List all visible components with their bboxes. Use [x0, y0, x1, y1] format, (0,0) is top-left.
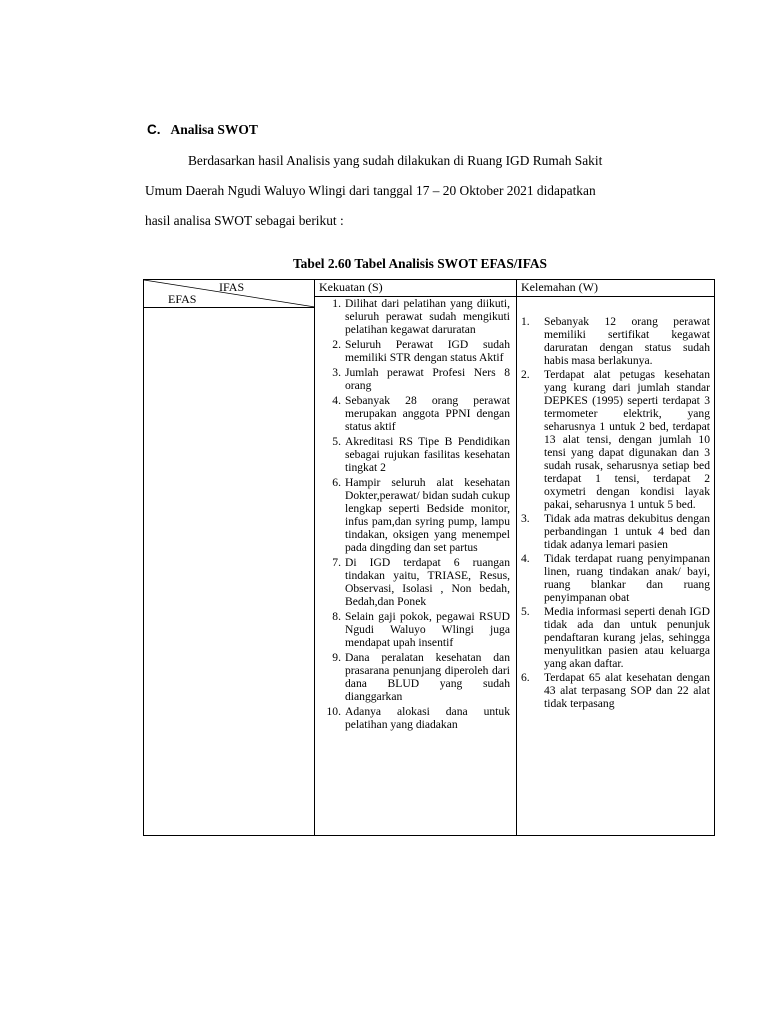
corner-label-ifas: IFAS	[219, 280, 245, 294]
strength-item	[332, 651, 510, 703]
strength-item-text: Seluruh Perawat IGD sudah memiliki STR dengan status Aktif	[345, 338, 510, 364]
strength-item-text: Sebanyak 28 orang perawat merupakan anggota PPNI dengan status aktif	[345, 394, 510, 433]
weakness-item	[521, 605, 710, 670]
weakness-item-number: 2.	[521, 368, 530, 381]
strength-item	[332, 394, 510, 433]
strength-item-text: Akreditasi RS Tipe B Pendidikan sebagai rujukan fasilitas kesehatan tingkat 2	[345, 435, 510, 474]
section-heading	[147, 122, 258, 138]
strength-item-number: 1.	[332, 297, 341, 310]
strength-item-number: 4.	[332, 394, 341, 407]
strengths-cell	[315, 297, 517, 836]
strength-item-text: Jumlah perawat Profesi Ners 8 orang	[345, 366, 510, 392]
table-caption: Tabel 2.60 Tabel Analisis SWOT EFAS/IFAS	[292, 256, 547, 271]
strength-item-number: 2.	[332, 338, 341, 351]
weakness-item	[521, 512, 710, 551]
weakness-item-text: Tidak ada matras dekubitus dengan perbandingan 1 untuk 4 bed dan tidak adanya lemari pasien	[544, 512, 710, 551]
strength-item-text: Di IGD terdapat 6 ruangan tindakan yaitu, TRIASE, Resus, Observasi, Isolasi , Non bedah, Bedah,dan Ponek	[345, 556, 510, 608]
paragraph-line-3: hasil analisa SWOT sebagai berikut :	[145, 213, 344, 228]
strength-item	[332, 476, 510, 554]
weaknesses-cell	[517, 297, 715, 836]
weakness-item-number: 4.	[521, 552, 530, 565]
strength-item-number: 8.	[332, 610, 341, 623]
weakness-item-number: 6.	[521, 671, 530, 684]
strength-item-number: 7.	[332, 556, 341, 569]
paragraph-line-2: Umum Daerah Ngudi Waluyo Wlingi dari tanggal 17 – 20 Oktober 2021 didapatkan	[145, 183, 596, 198]
weakness-item-text: Media informasi seperti denah IGD tidak ada dan untuk penunjuk pendaftaran kurang jelas, sehingga menyulitkan pasien atau keluarga yang akan daftar.	[544, 605, 710, 670]
weakness-item-text: Terdapat alat petugas kesehatan yang kurang dari jumlah standar DEPKES (1995) seperti terdapat 3 termometer elektrik, yang seharusnya 1 untuk 2 bed, terdapat 13 alat tensi, dengan jumlah 10 tensi yang dapat digunakan dan 3 sudah rusak, seharusnya setiap bed terdapat 1 tensi, terdapat 2 oxymetri dengan kondisi layak pakai, seharusnya 1 untuk 5 bed.	[544, 368, 710, 511]
section-letter: C.	[147, 122, 161, 137]
swot-table	[143, 279, 715, 836]
weakness-item-text: Tidak terdapat ruang penyimpanan linen, ruang tindakan anak/ bayi, ruang blankar dan ruang penyimpanan obat	[544, 552, 710, 604]
strength-item-text: Hampir seluruh alat kesehatan Dokter,perawat/ bidan sudah cukup lengkap seperti Bedside monitor, infus pam,dan syring pump, lampu tindakan, oksigen yang menempel pada dingding dan set partus	[345, 476, 510, 554]
strength-item-text: Dana peralatan kesehatan dan prasarana penunjang diperoleh dari dana BLUD yang sudah dianggarkan	[345, 651, 510, 703]
strength-item-number: 3.	[332, 366, 341, 379]
weakness-item-number: 5.	[521, 605, 530, 618]
corner-cell	[144, 280, 315, 836]
corner-label-efas: EFAS	[168, 292, 197, 306]
weakness-item-text: Sebanyak 12 orang perawat memiliki sertifikat kegawat daruratan dengan status sudah habis masa berlakunya.	[544, 315, 710, 367]
weakness-item	[521, 315, 710, 367]
strength-item-text: Selain gaji pokok, pegawai RSUD Ngudi Waluyo Wlingi juga mendapat upah insentif	[345, 610, 510, 649]
strength-item-number: 9.	[332, 651, 341, 664]
weakness-item-number: 1.	[521, 315, 530, 328]
strength-item-number: 6.	[332, 476, 341, 489]
weakness-item	[521, 552, 710, 604]
efas-body-cell	[144, 307, 314, 828]
weakness-item	[521, 671, 710, 710]
strength-item	[332, 366, 510, 392]
strength-item-text: Dilihat dari pelatihan yang diikuti, seluruh perawat sudah mengikuti pelatihan kegawat daruratan	[345, 297, 510, 336]
strength-item	[326, 705, 510, 731]
strengths-header: Kekuatan (S)	[315, 280, 517, 297]
strengths-list	[326, 297, 510, 731]
strength-item	[332, 435, 510, 474]
strength-item	[332, 297, 510, 336]
weakness-item-text: Terdapat 65 alat kesehatan dengan 43 alat terpasang SOP dan 22 alat tidak terpasang	[544, 671, 710, 710]
weakness-item-number: 3.	[521, 512, 530, 525]
strength-item-number: 10.	[326, 705, 341, 718]
strength-item-text: Adanya alokasi dana untuk pelatihan yang diadakan	[345, 705, 510, 731]
weaknesses-header: Kelemahan (W)	[517, 280, 715, 297]
paragraph-line-1: Berdasarkan hasil Analisis yang sudah dilakukan di Ruang IGD Rumah Sakit	[188, 153, 603, 168]
strength-item	[332, 338, 510, 364]
weaknesses-list	[521, 315, 710, 710]
diagonal-header	[144, 280, 314, 307]
strength-item	[332, 610, 510, 649]
weakness-item	[521, 368, 710, 511]
section-title: Analisa SWOT	[170, 122, 258, 137]
strength-item-number: 5.	[332, 435, 341, 448]
strength-item	[332, 556, 510, 608]
